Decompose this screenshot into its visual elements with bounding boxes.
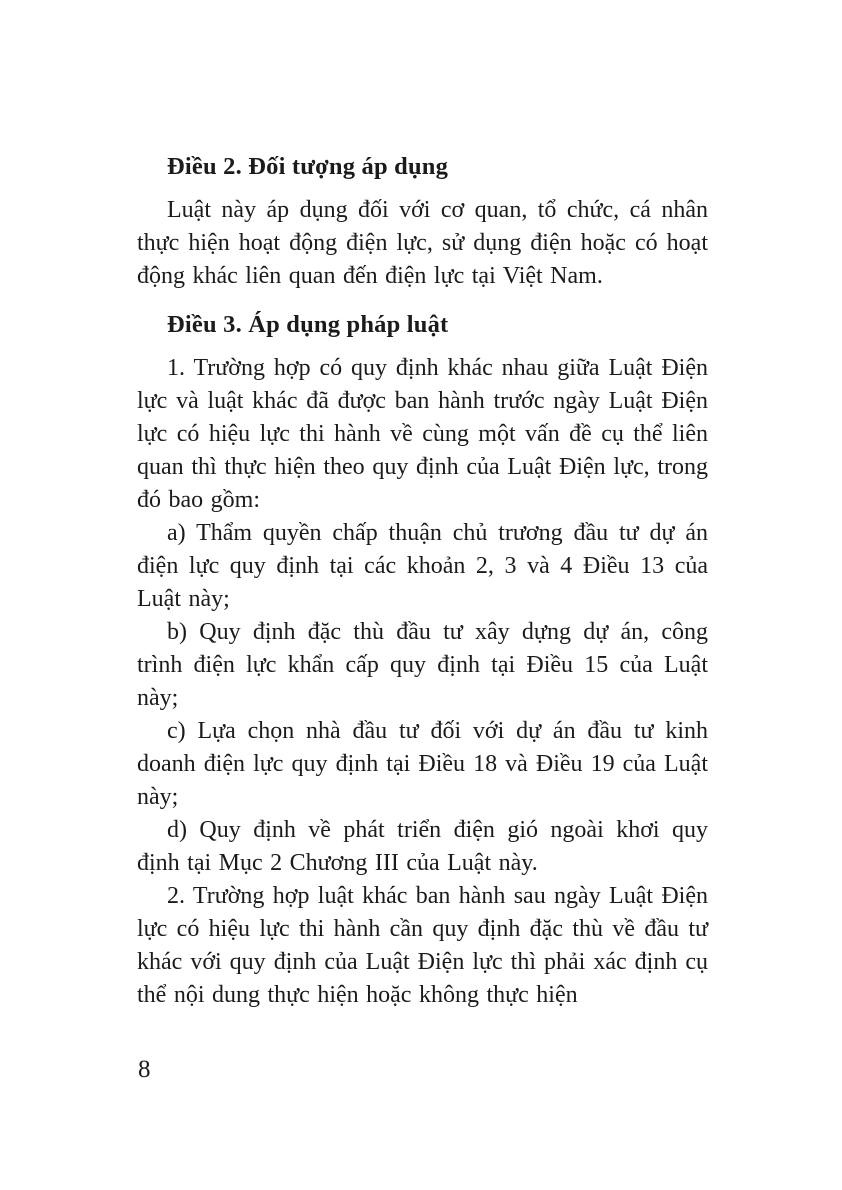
article-3-clause-1: 1. Trường hợp có quy định khác nhau giữa Luật Điện lực và luật khác đã được ban hành trước ngày Luật Điện lực có hiệu lực thi hành về cùng một vấn đề cụ thể liên quan thì thực hiện theo quy định của Luật Điện lực, trong đó bao gồm:: [137, 355, 708, 513]
article-3-point-c: c) Lựa chọn nhà đầu tư đối với dự án đầu tư kinh doanh điện lực quy định tại Điều 18 và Điều 19 của Luật này;: [137, 718, 708, 810]
article-2-paragraph: Luật này áp dụng đối với cơ quan, tổ chức, cá nhân thực hiện hoạt động điện lực, sử dụng điện hoặc có hoạt động khác liên quan đến điện lực tại Việt Nam.: [137, 197, 708, 289]
page-text-column: [137, 150, 708, 1012]
article-2-heading: Điều 2. Đối tượng áp dụng: [167, 153, 449, 180]
article-3-clause-2: 2. Trường hợp luật khác ban hành sau ngày Luật Điện lực có hiệu lực thi hành cần quy định đặc thù về đầu tư khác với quy định của Luật Điện lực thì phải xác định cụ thể nội dung thực hiện hoặc không thực hiện: [137, 883, 708, 1008]
article-3-heading: Điều 3. Áp dụng pháp luật: [167, 311, 449, 338]
article-3-point-a: a) Thẩm quyền chấp thuận chủ trương đầu tư dự án điện lực quy định tại các khoản 2, 3 và 4 Điều 13 của Luật này;: [137, 520, 708, 612]
article-3-point-b: b) Quy định đặc thù đầu tư xây dựng dự án, công trình điện lực khẩn cấp quy định tại Điều 15 của Luật này;: [137, 619, 708, 711]
article-3-point-d: d) Quy định về phát triển điện gió ngoài khơi quy định tại Mục 2 Chương III của Luật này.: [137, 817, 708, 876]
page-number: 8: [138, 1056, 151, 1083]
